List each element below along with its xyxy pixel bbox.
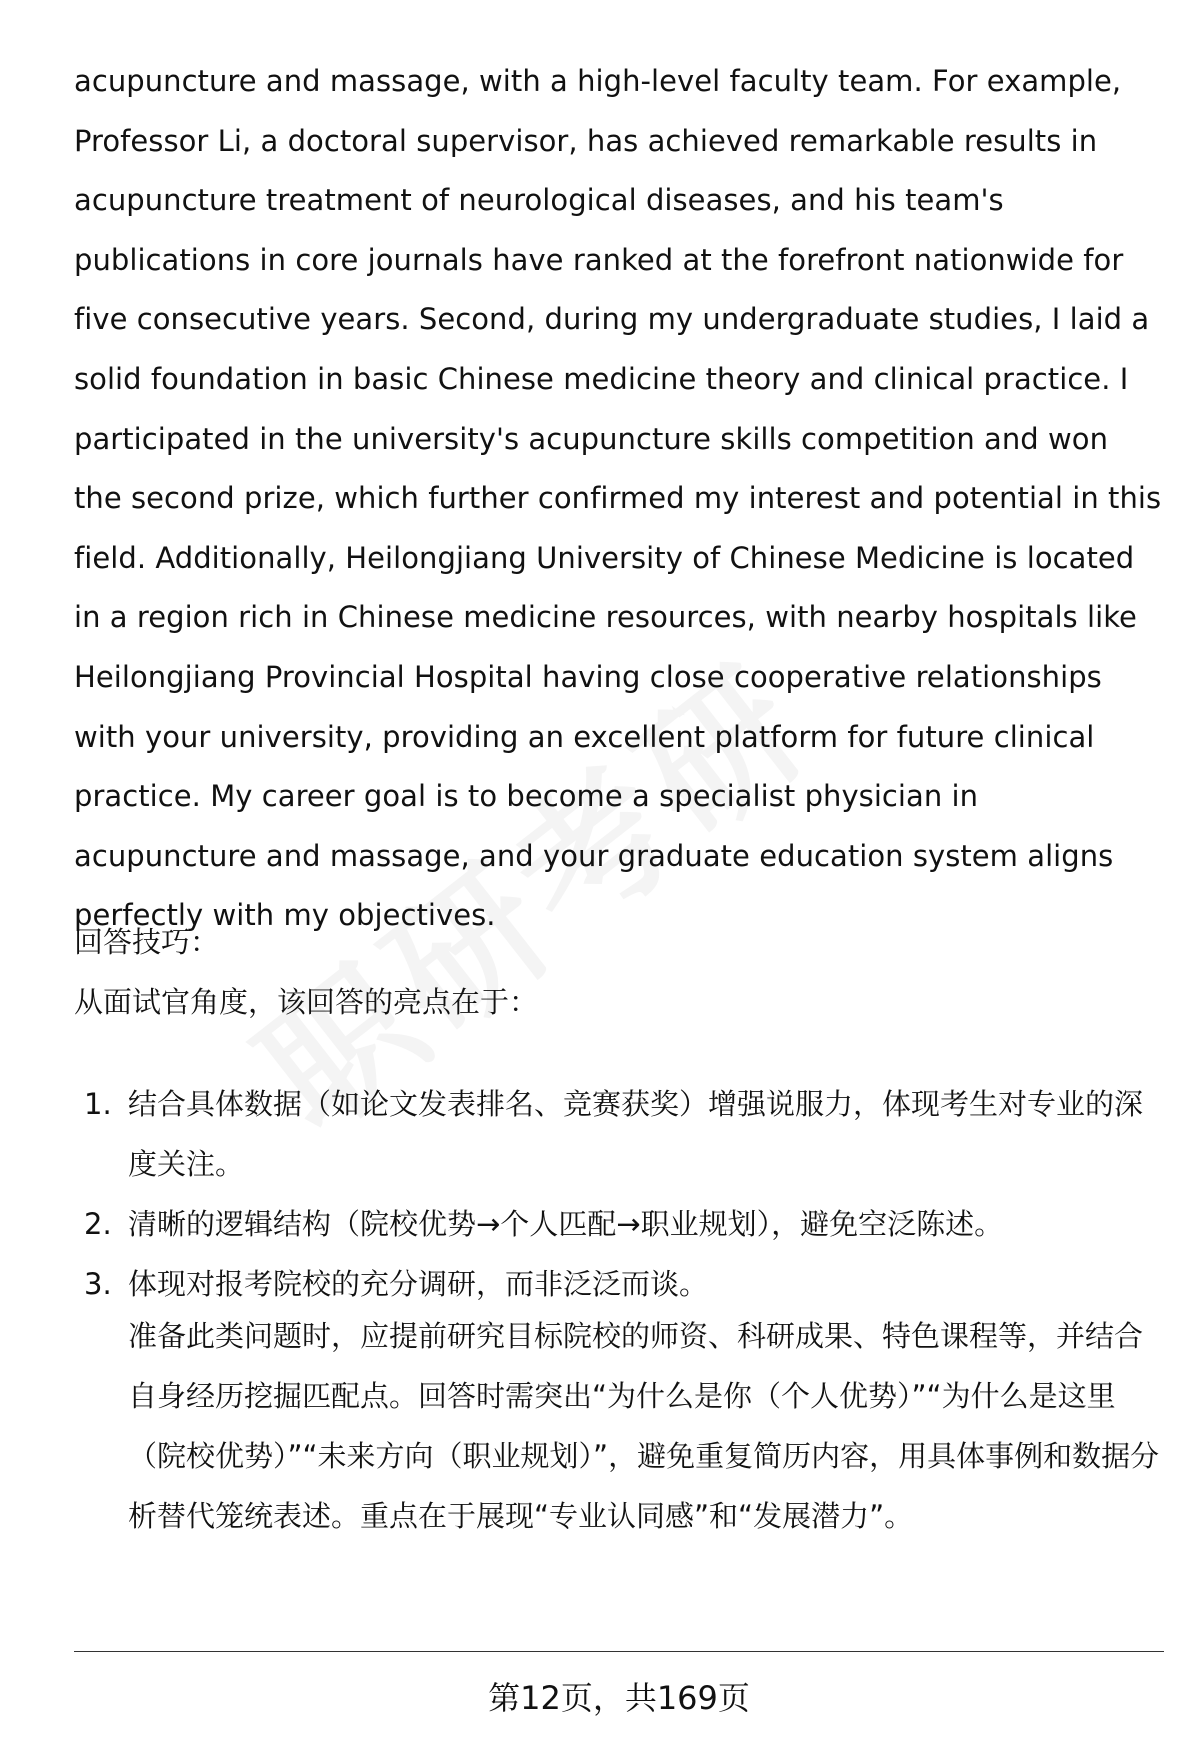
tips-intro: 从面试官角度，该回答的亮点在于： — [74, 985, 539, 1019]
tips-list-item — [74, 1254, 1164, 1314]
answer-paragraph: acupuncture and massage, with a high-level faculty team. For example, Professor Li, a doctoral supervisor, has achieved remarkable results in acupuncture treatment of neurological diseases, and his team's publications in core journals have ranked at the forefront nationwide for five consecutive years. Second, during my undergraduate studies, I laid a solid foundation in basic Chinese medicine theory and clinical practice. I participated in the university's acupuncture skills competition and won the second prize, which further confirmed my interest and potential in this field. Additionally, Heilongjiang University of Chinese Medicine is located in a region rich in Chinese medicine resources, with nearby hospitals like Heilongjiang Provincial Hospital having close cooperative relationships with your university, providing an excellent platform for future clinical practice. My career goal is to become a specialist physician in acupuncture and massage, and your graduate education system aligns perfectly with my objectives. — [74, 64, 1162, 933]
footer-divider — [74, 1651, 1164, 1652]
tips-list-item — [74, 1194, 1164, 1254]
list-number: 2. — [84, 1207, 112, 1241]
tips-heading: 回答技巧： — [74, 925, 220, 959]
preparation-note: 准备此类问题时，应提前研究目标院校的师资、科研成果、特色课程等，并结合自身经历挖掘匹配点。回答时需突出“为什么是你（个人优势）”“为什么是这里（院校优势）”“未来方向（职业规划）”，避免重复简历内容，用具体事例和数据分析替代笼统表述。重点在于展现“专业认同感”和“发展潜力”。 — [128, 1319, 1160, 1533]
tips-list — [74, 1074, 1164, 1314]
list-number: 3. — [84, 1267, 112, 1301]
list-item-text: 清晰的逻辑结构（院校优势→个人匹配→职业规划），避免空泛陈述。 — [128, 1207, 1004, 1241]
page-number: 第12页，共169页 — [488, 1679, 750, 1717]
list-number: 1. — [84, 1087, 112, 1121]
list-item-text: 结合具体数据（如论文发表排名、竞赛获奖）增强说服力，体现考生对专业的深度关注。 — [128, 1087, 1144, 1181]
tips-list-item — [74, 1074, 1164, 1194]
list-item-text: 体现对报考院校的充分调研，而非泛泛而谈。 — [128, 1267, 709, 1301]
